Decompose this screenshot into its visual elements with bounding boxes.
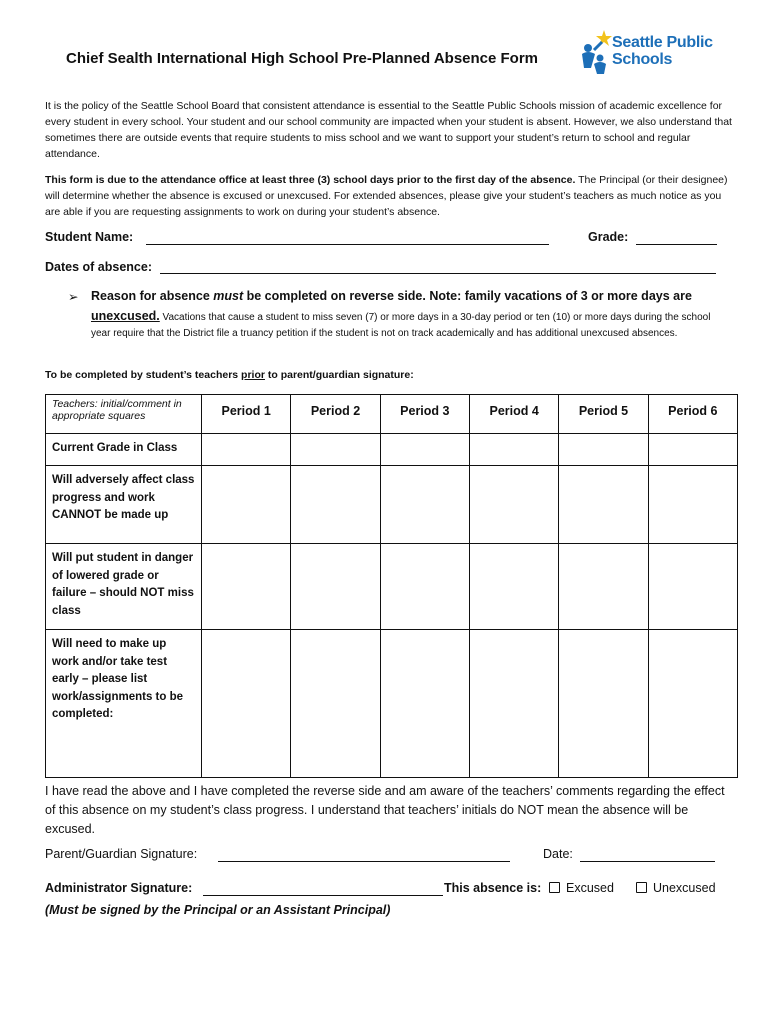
checkbox-icon <box>636 882 647 893</box>
table-cell[interactable] <box>291 466 380 544</box>
table-cell[interactable] <box>380 434 469 466</box>
excused-label: Excused <box>566 881 614 895</box>
table-cell[interactable] <box>380 544 469 630</box>
table-corner-label: Teachers: initial/comment in appropriate squares <box>46 395 202 434</box>
table-cell[interactable] <box>291 434 380 466</box>
table-cell[interactable] <box>291 630 380 778</box>
arrow-bullet-icon: ➢ <box>68 290 79 304</box>
table-cell[interactable] <box>469 544 558 630</box>
checkbox-icon <box>549 882 560 893</box>
table-cell[interactable] <box>648 466 737 544</box>
parent-signature-label: Parent/Guardian Signature: <box>45 847 198 861</box>
date-field[interactable] <box>580 861 715 862</box>
absence-status-label: This absence is: <box>444 881 542 895</box>
row-label-lowered-grade: Will put student in danger of lowered grade or failure – should NOT miss class <box>46 544 202 630</box>
table-cell[interactable] <box>380 466 469 544</box>
table-cell[interactable] <box>648 434 737 466</box>
excused-checkbox[interactable] <box>549 881 614 895</box>
table-cell[interactable] <box>559 544 648 630</box>
table-cell[interactable] <box>202 434 291 466</box>
table-cell[interactable] <box>648 630 737 778</box>
reason-part2: be completed on reverse side. Note: family vacations of 3 or more days are <box>243 289 692 303</box>
dates-of-absence-label: Dates of absence: <box>45 260 152 274</box>
row-label-adversely-affect: Will adversely affect class progress and work CANNOT be made up <box>46 466 202 544</box>
period-4-header: Period 4 <box>469 395 558 434</box>
logo-figures-icon <box>578 28 614 78</box>
table-header-row <box>46 395 738 434</box>
table-cell[interactable] <box>559 466 648 544</box>
seattle-public-schools-logo <box>578 28 728 78</box>
unexcused-label: Unexcused <box>653 881 716 895</box>
teachers-instruction-part2: to parent/guardian signature: <box>264 369 414 381</box>
administrator-signature-label: Administrator Signature: <box>45 881 193 895</box>
period-1-header: Period 1 <box>202 395 291 434</box>
table-cell[interactable] <box>469 434 558 466</box>
table-cell[interactable] <box>559 434 648 466</box>
period-2-header: Period 2 <box>291 395 380 434</box>
table-cell[interactable] <box>202 466 291 544</box>
table-cell[interactable] <box>469 630 558 778</box>
grade-label: Grade: <box>588 230 629 244</box>
administrator-note: (Must be signed by the Principal or an Assistant Principal) <box>45 903 391 917</box>
grade-field[interactable] <box>636 244 717 245</box>
period-6-header: Period 6 <box>648 395 737 434</box>
parent-signature-field[interactable] <box>218 861 510 862</box>
unexcused-emphasis: unexcused. <box>91 309 160 323</box>
period-3-header: Period 3 <box>380 395 469 434</box>
table-cell[interactable] <box>202 630 291 778</box>
teachers-instruction-part1: To be completed by student’s teachers <box>45 369 242 381</box>
row-label-current-grade: Current Grade in Class <box>46 434 202 466</box>
period-5-header: Period 5 <box>559 395 648 434</box>
table-cell[interactable] <box>469 466 558 544</box>
dates-of-absence-field[interactable] <box>160 273 716 274</box>
table-cell[interactable] <box>559 630 648 778</box>
acknowledgement-text: I have read the above and I have completed the reverse side and am aware of the teachers’ comments regarding the effect of this absence on my student’s class progress. I understand that teachers’ initials do NOT mean the absence will be excused. <box>45 784 725 836</box>
student-name-field[interactable] <box>146 244 549 245</box>
teachers-instruction <box>45 369 414 381</box>
logo-text-line2: Schools <box>612 51 673 68</box>
administrator-signature-field[interactable] <box>203 895 443 896</box>
table-row <box>46 466 738 544</box>
unexcused-checkbox[interactable] <box>636 881 716 895</box>
truancy-note: Vacations that cause a student to miss seven (7) or more days in a 30-day period or ten (10) or more days during the school year require that the District file a truancy petition if the student is not on track academically and has additional unexcused absences. <box>91 312 711 339</box>
table-row <box>46 630 738 778</box>
table-cell[interactable] <box>380 630 469 778</box>
page-title: Chief Sealth International High School Pre-Planned Absence Form <box>66 50 539 67</box>
reason-part1: Reason for absence <box>91 289 214 303</box>
table-cell[interactable] <box>648 544 737 630</box>
due-date-bold: This form is due to the attendance office at least three (3) school days prior to the first day of the absence. <box>45 174 576 186</box>
teachers-instruction-prior: prior <box>241 369 265 381</box>
due-date-paragraph <box>45 172 735 220</box>
date-label: Date: <box>543 847 573 861</box>
teacher-comment-table <box>45 394 738 778</box>
table-row <box>46 544 738 630</box>
table-cell[interactable] <box>202 544 291 630</box>
logo-text-line1: Seattle Public <box>612 34 713 51</box>
due-date-rest: The Principal (or their designee) will determine whether the absence is excused or unexcused. For extended absences, please give your student’s teachers as much notice as you are able if you are requesting assignments to work on during your student’s absence. <box>45 174 728 218</box>
row-label-make-up-work: Will need to make up work and/or take test early – please list work/assignments to be completed: <box>46 630 202 778</box>
table-row <box>46 434 738 466</box>
policy-paragraph: It is the policy of the Seattle School Board that consistent attendance is essential to the Seattle Public Schools mission of academic excellence for every student in every school. Your student and our school community are impacted when your student is absent. However, we also understand that sometimes there are outside events that require students to miss school and we want to support your student’s return to school and regular attendance. <box>45 100 732 160</box>
reason-must: must <box>213 289 244 303</box>
table-cell[interactable] <box>291 544 380 630</box>
student-name-label: Student Name: <box>45 230 134 244</box>
vacation-note <box>91 308 721 342</box>
